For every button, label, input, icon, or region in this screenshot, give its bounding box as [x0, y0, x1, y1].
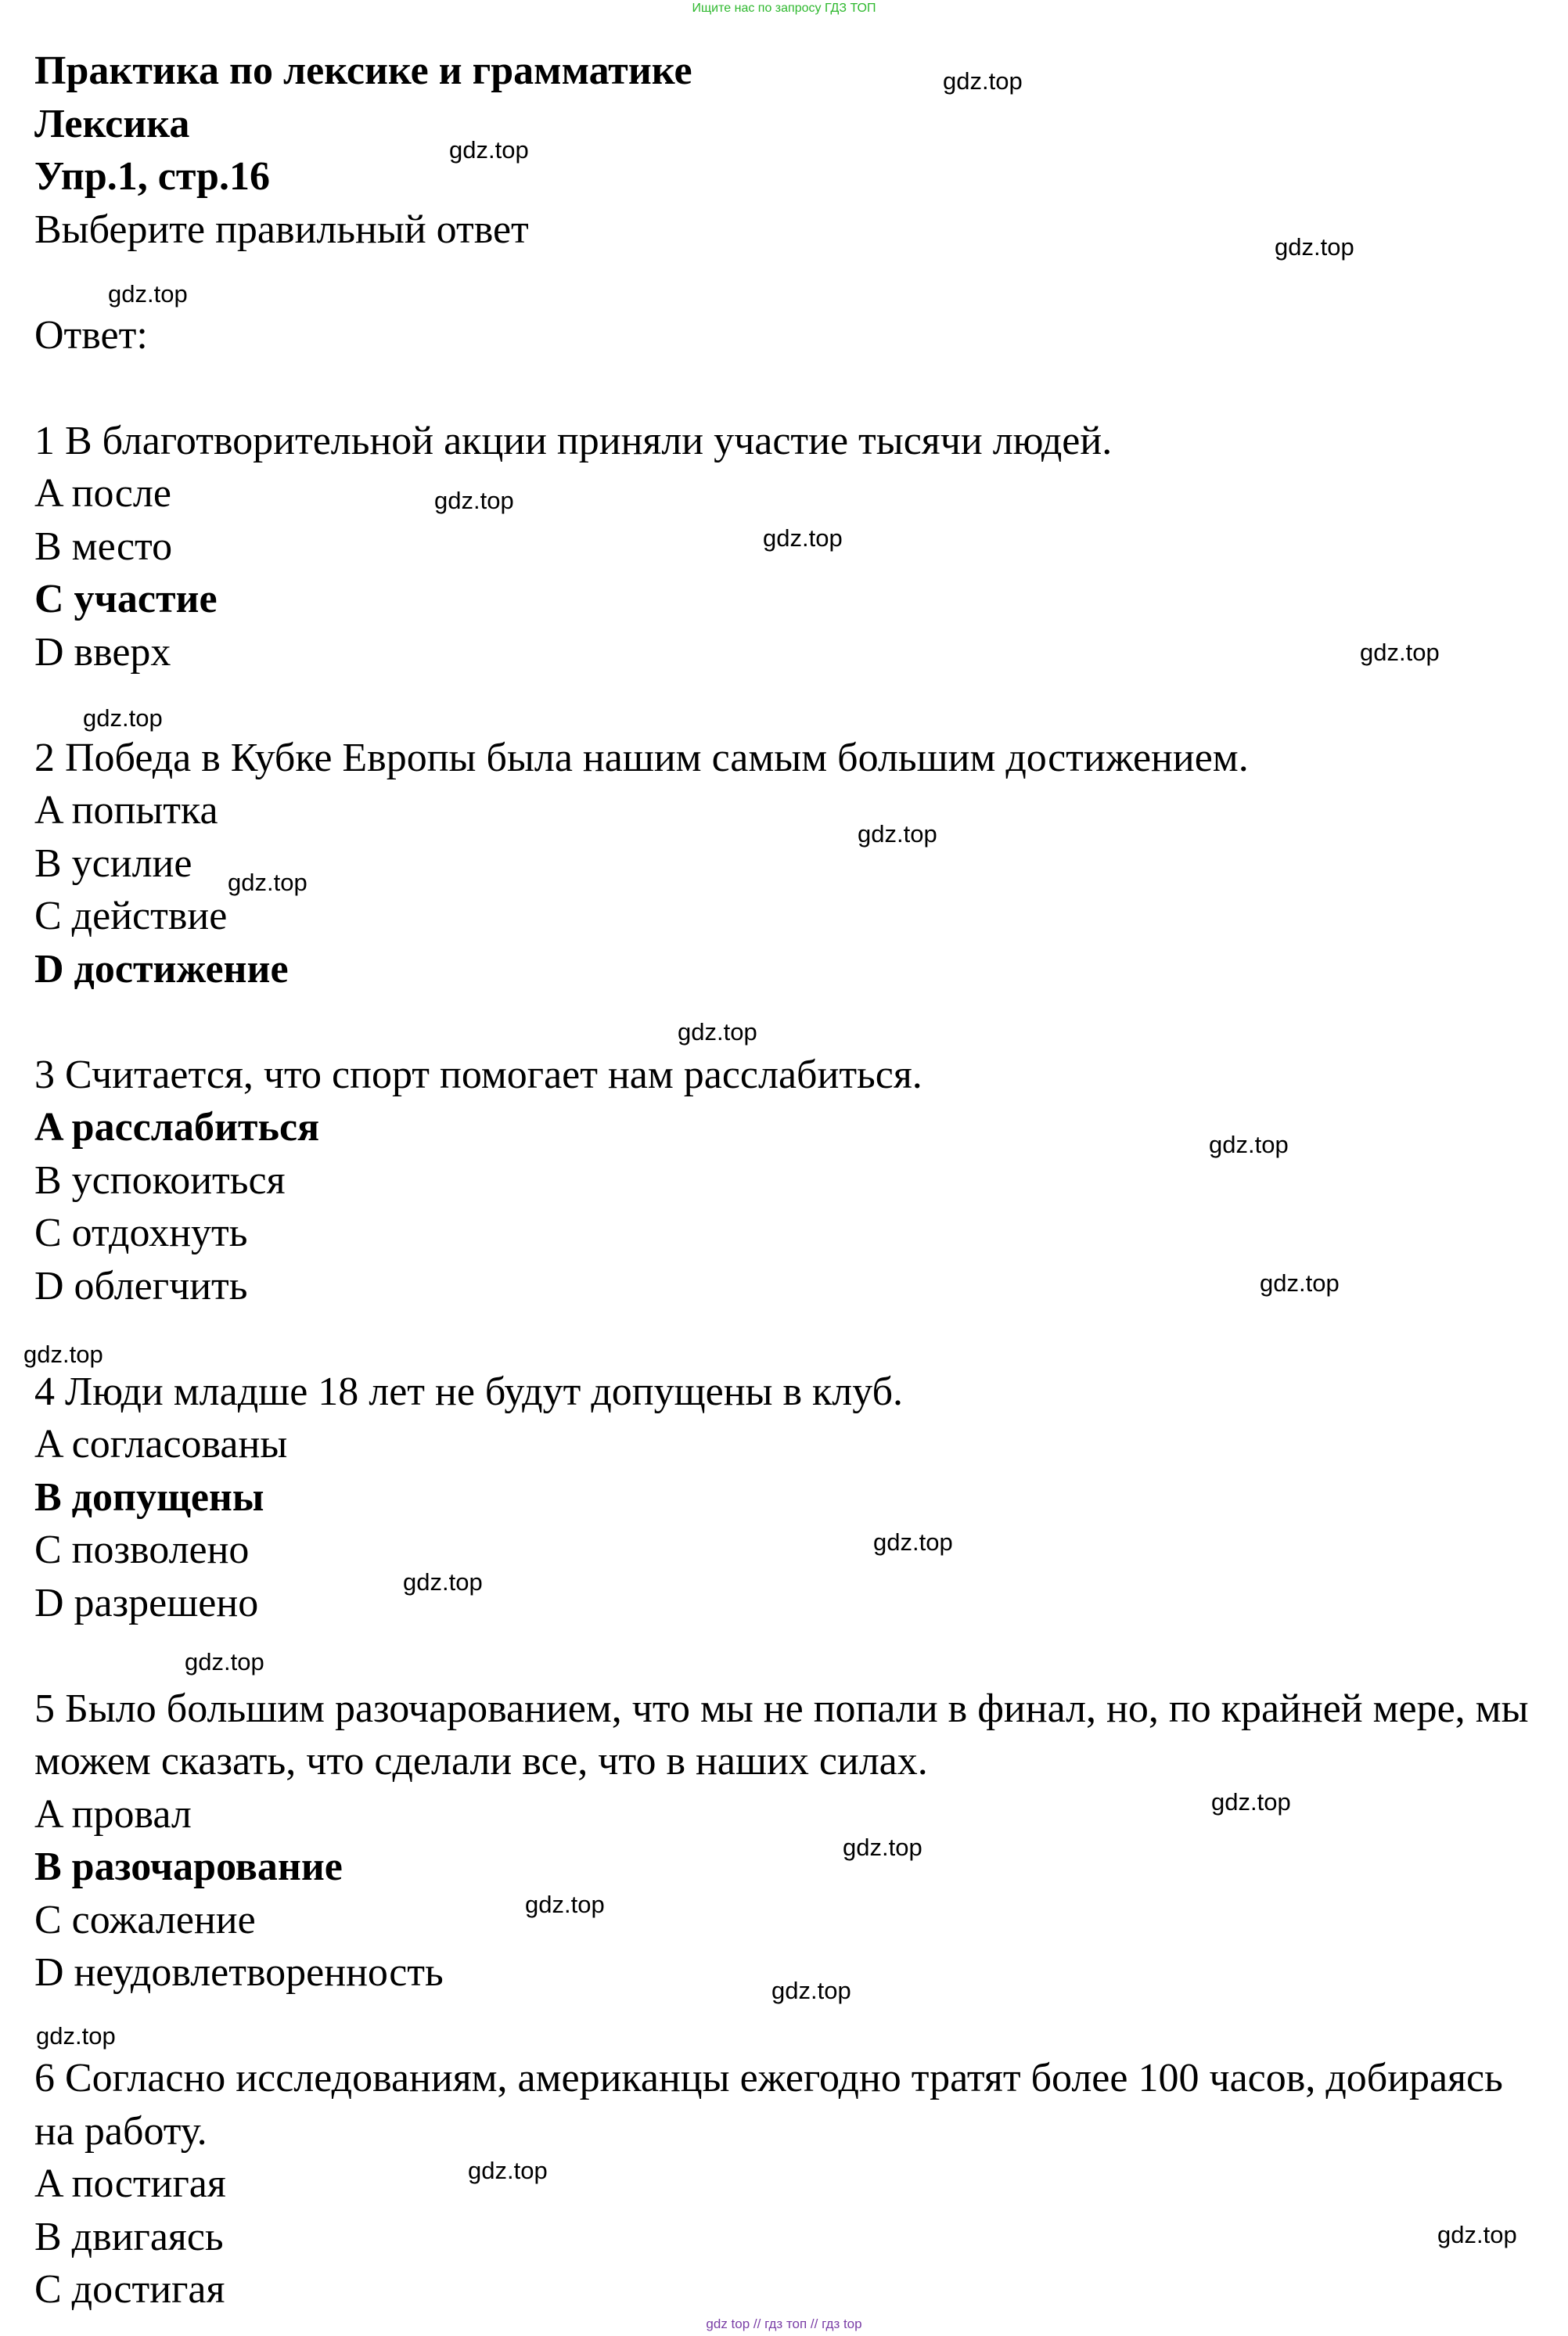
watermark: gdz.top: [108, 280, 188, 308]
document-body: [34, 45, 1537, 2316]
watermark: gdz.top: [1360, 639, 1440, 666]
option-d: D неудовлетворенность: [34, 1950, 444, 1995]
watermark: gdz.top: [468, 2157, 548, 2184]
exercise-title: Упр.1, стр.16: [34, 154, 270, 199]
spacer: [34, 1999, 1537, 2053]
section-title: Лексика: [34, 101, 190, 146]
watermark: gdz.top: [678, 1018, 757, 1046]
instruction: Выберите правильный ответ: [34, 207, 529, 252]
option-d: D вверх: [34, 629, 171, 675]
option-a: A попытка: [34, 788, 218, 833]
watermark: gdz.top: [83, 704, 163, 732]
option-d: D разрешено: [34, 1580, 259, 1625]
question-text: 2 Победа в Кубке Европы была нашим самым большим достижением.: [34, 735, 1249, 780]
watermark: gdz.top: [873, 1528, 953, 1556]
option-b-correct: B допущены: [34, 1474, 264, 1520]
option-d: D облегчить: [34, 1263, 248, 1308]
spacer: [34, 678, 1537, 732]
option-b: B успокоиться: [34, 1157, 286, 1203]
watermark: gdz.top: [1209, 1131, 1289, 1158]
watermark: gdz.top: [449, 136, 529, 164]
question-text: 1 В благотворительной акции приняли участие тысячи людей.: [34, 418, 1113, 463]
option-d-correct: D достижение: [34, 946, 289, 992]
answer-label: Ответ:: [34, 312, 148, 358]
question-text: 6 Согласно исследованиям, американцы ежегодно тратят более 100 часов, добираясь на работу.: [34, 2056, 1513, 2154]
option-b: B место: [34, 524, 173, 569]
watermark: gdz.top: [763, 524, 843, 552]
option-b: B усилие: [34, 840, 192, 886]
watermark: gdz.top: [943, 67, 1023, 95]
question-text: 3 Считается, что спорт помогает нам расслабиться.: [34, 1052, 922, 1097]
option-b-correct: B разочарование: [34, 1845, 343, 1889]
option-c: C действие: [34, 894, 228, 938]
option-a-correct: A расслабиться: [34, 1105, 320, 1150]
spacer: [34, 362, 1537, 415]
spacer: [34, 1312, 1537, 1366]
option-b: B двигаясь: [34, 2214, 224, 2259]
option-c: C сожаление: [34, 1897, 256, 1942]
option-a: A провал: [34, 1791, 192, 1837]
option-c: C позволено: [34, 1528, 250, 1572]
watermark: gdz.top: [185, 1648, 264, 1676]
watermark: gdz.top: [36, 2022, 116, 2050]
question-text: 5 Было большим разочарованием, что мы не попали в финал, но, по крайней мере, мы можем сказать, что сделали все, что в наших силах.: [34, 1686, 1539, 1783]
spacer: [34, 256, 1537, 309]
top-banner: Ищите нас по запросу ГДЗ ТОП: [692, 2, 876, 15]
page-title: Практика по лексике и грамматике: [34, 49, 692, 93]
watermark: gdz.top: [1260, 1269, 1340, 1297]
spacer: [34, 995, 1537, 1049]
option-c: C достигая: [34, 2267, 225, 2312]
watermark: gdz.top: [1211, 1788, 1291, 1816]
watermark: gdz.top: [1437, 2221, 1517, 2248]
watermark: gdz.top: [858, 820, 937, 848]
watermark: gdz.top: [525, 1891, 605, 1918]
watermark: gdz.top: [403, 1568, 483, 1596]
option-a: A постигая: [34, 2161, 226, 2206]
watermark: gdz.top: [771, 1977, 851, 2004]
bottom-banner: gdz top // гдз топ // гдз top: [706, 2316, 862, 2331]
option-a: A согласованы: [34, 1422, 288, 1467]
watermark: gdz.top: [843, 1834, 922, 1861]
option-c: C отдохнуть: [34, 1211, 248, 1255]
watermark: gdz.top: [23, 1341, 103, 1368]
question-text: 4 Люди младше 18 лет не будут допущены в клуб.: [34, 1369, 904, 1414]
option-c-correct: C участие: [34, 577, 218, 621]
watermark: gdz.top: [1275, 233, 1354, 261]
watermark: gdz.top: [434, 487, 514, 514]
option-a: A после: [34, 471, 171, 516]
watermark: gdz.top: [228, 869, 307, 896]
